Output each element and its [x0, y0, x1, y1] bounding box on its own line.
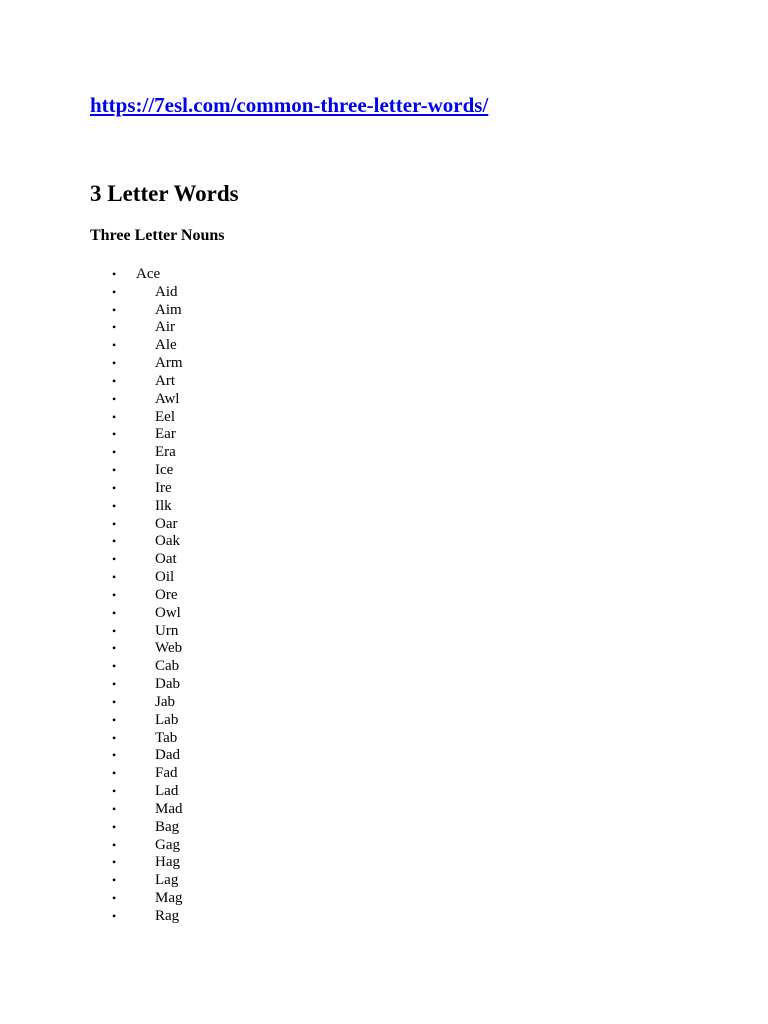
bullet-icon: •	[112, 855, 117, 870]
list-item-text: Owl	[155, 604, 181, 621]
list-item-text: Aid	[155, 283, 178, 300]
list-item-text: Oil	[155, 569, 175, 586]
list-item-text: Lad	[155, 783, 179, 800]
bullet-icon: •	[112, 356, 117, 371]
list-item-text: Oat	[155, 551, 177, 568]
section-heading: Three Letter Nouns	[90, 227, 225, 244]
source-link[interactable]: https://7esl.com/common-three-letter-words/	[90, 93, 489, 117]
list-item-text: Tab	[155, 729, 178, 746]
bullet-icon: •	[112, 677, 117, 692]
bullet-icon: •	[112, 570, 117, 585]
list-item-text: Oar	[155, 515, 178, 532]
list-item-text: Hag	[155, 854, 180, 871]
bullet-icon: •	[112, 338, 117, 353]
bullet-icon: •	[112, 373, 117, 388]
bullet-icon: •	[112, 908, 117, 923]
list-item-text: Mad	[155, 800, 183, 817]
bullet-icon: •	[112, 587, 117, 602]
bullet-icon: •	[112, 427, 117, 442]
bullet-icon: •	[112, 623, 117, 638]
bullet-icon: •	[112, 712, 117, 727]
list-item-text: Air	[155, 319, 175, 336]
bullet-icon: •	[112, 320, 117, 335]
list-item-text: Ire	[155, 479, 172, 496]
list-item-text: Aim	[155, 301, 182, 318]
list-item-text: Web	[155, 640, 183, 657]
bullet-icon: •	[112, 605, 117, 620]
bullet-icon: •	[112, 694, 117, 709]
list-item-text: Gag	[155, 836, 180, 853]
bullet-icon: •	[112, 890, 117, 905]
bullet-icon: •	[112, 391, 117, 406]
page-title: 3 Letter Words	[90, 181, 239, 206]
bullet-icon: •	[112, 659, 117, 674]
list-item-text: Rag	[155, 907, 180, 924]
list-item-text: Awl	[155, 390, 180, 407]
list-item-text: Fad	[155, 765, 178, 782]
bullet-icon: •	[112, 409, 117, 424]
bullet-icon: •	[112, 516, 117, 531]
bullet-icon: •	[112, 552, 117, 567]
list-item-text: Mag	[155, 889, 183, 906]
list-item-text: Cab	[155, 658, 180, 675]
bullet-icon: •	[112, 463, 117, 478]
list-item-text: Lab	[155, 711, 179, 728]
bullet-icon: •	[112, 748, 117, 763]
bullet-icon: •	[112, 784, 117, 799]
list-item-text: Ale	[155, 337, 177, 354]
bullet-icon: •	[112, 534, 117, 549]
list-item-text: Ilk	[155, 497, 172, 514]
list-item-text: Jab	[155, 693, 175, 710]
list-item-text: Urn	[155, 622, 179, 639]
list-item-text: Ear	[155, 426, 176, 443]
list-item-text: Oak	[155, 533, 180, 550]
list-item-text: Ace	[136, 266, 161, 282]
bullet-icon: •	[112, 498, 117, 513]
list-item-text: Era	[155, 444, 176, 461]
bullet-icon: •	[112, 284, 117, 299]
bullet-icon: •	[112, 730, 117, 745]
bullet-icon: •	[112, 766, 117, 781]
bullet-icon: •	[112, 480, 117, 495]
list-item-text: Dab	[155, 676, 180, 693]
bullet-icon: •	[112, 873, 117, 888]
list-item-text: Ore	[155, 586, 178, 603]
list-item-text: Eel	[155, 408, 175, 425]
list-item-text: Dad	[155, 747, 180, 764]
bullet-icon: •	[112, 819, 117, 834]
bullet-icon: •	[112, 641, 117, 656]
list-item-text: Arm	[155, 355, 183, 372]
list-item-text: Lag	[155, 872, 179, 889]
list-item-text: Ice	[155, 462, 174, 479]
bullet-icon: •	[112, 267, 117, 281]
list-item-text: Art	[155, 372, 175, 389]
bullet-icon: •	[112, 801, 117, 816]
list-item-text: Bag	[155, 818, 180, 835]
bullet-icon: •	[112, 837, 117, 852]
bullet-icon: •	[112, 445, 117, 460]
bullet-icon: •	[112, 302, 117, 317]
